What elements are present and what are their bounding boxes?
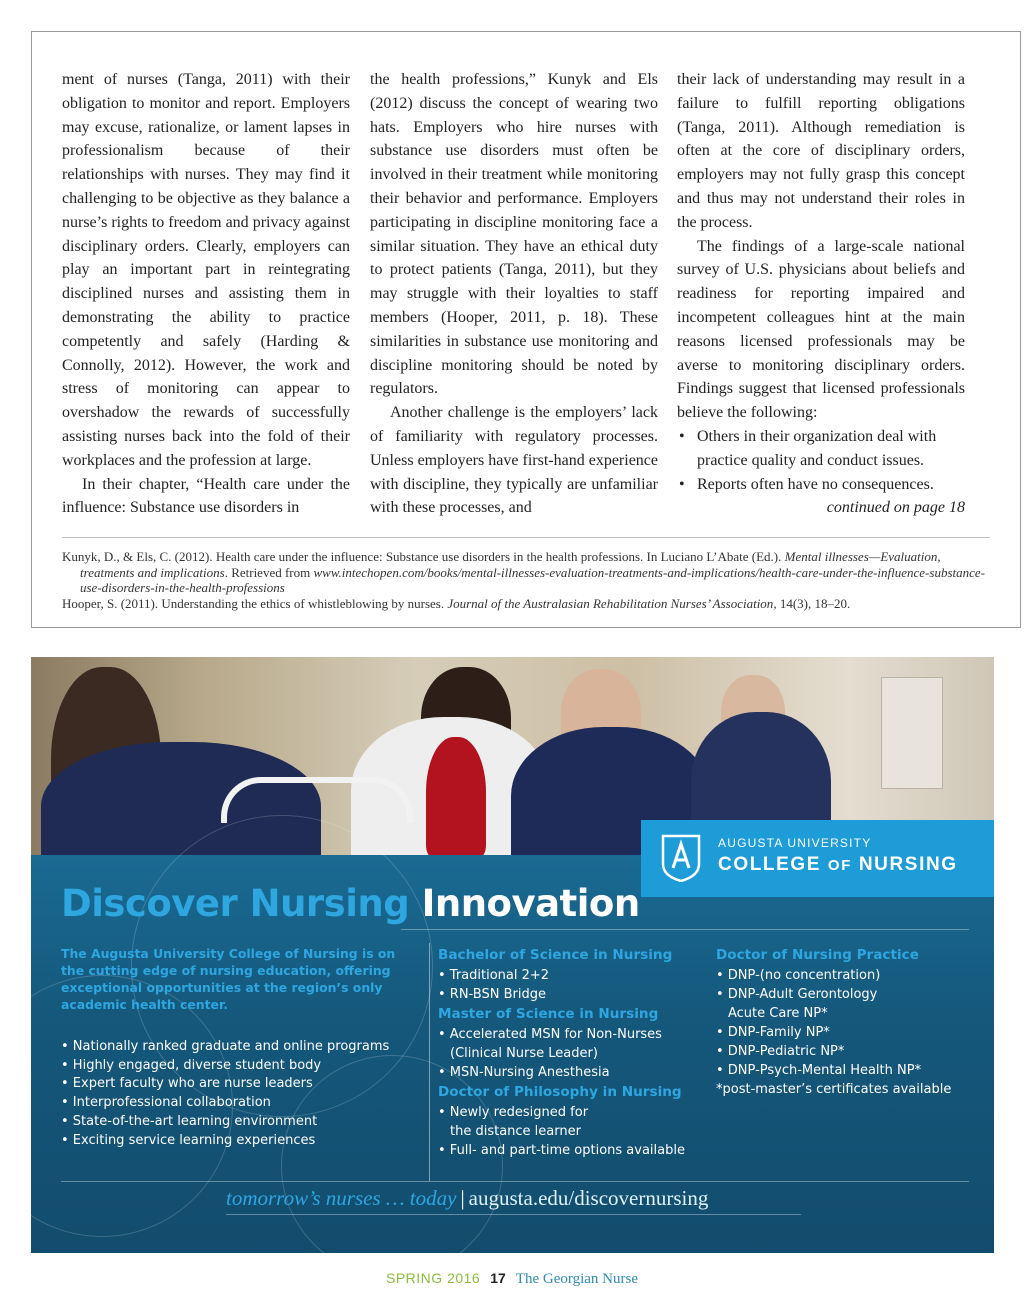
reference-url: www.intechopen.com/books/mental-illnesses-evaluation-treatments-and-implications/health-care-under-the-influence-substance-use-disorders-in-the-health-professions [80,564,985,595]
list-item: Acute Care NP* [728,1006,828,1021]
list-item: • MSN-Nursing Anesthesia [438,1065,610,1080]
article-column-1 [62,68,350,520]
ad-url-link[interactable]: augusta.edu/discovernursing [468,1186,709,1210]
list-item: • Full- and part-time options available [438,1143,685,1158]
headline-rule [401,929,969,930]
advertisement [31,657,994,1253]
ad-headline: Discover Nursing Innovation [61,882,640,925]
list-item: • DNP-Psych-Mental Health NP* [716,1063,922,1078]
separator: | [460,1186,465,1210]
program-heading-bsn: Bachelor of Science in Nursing [438,947,673,963]
publication-name: The Georgian Nurse [515,1271,638,1287]
list-item: • Accelerated MSN for Non-Nurses [438,1027,662,1042]
list-item: (Clinical Nurse Leader) [450,1046,598,1061]
shield-icon [661,834,701,882]
ad-intro-text: The Augusta University College of Nursing is on the cutting edge of nursing education, offering exceptional opportunities at the region’s only academic health center. [61,946,396,1012]
col3-paragraph-2: The findings of a large-scale national survey of U.S. physicians about beliefs and readiness for reporting impaired and incompetent colleagues hint at the main reasons licensed professionals may be averse to monitoring disciplinary orders. Findings suggest that licensed professionals believe the following: [677,237,965,422]
column-divider [429,943,430,1181]
ad-tagline: tomorrow’s nurses … today [226,1186,457,1210]
list-item: • Nationally ranked graduate and online programs [61,1039,390,1054]
col3-paragraph-1: their lack of understanding may result in a failure to fulfill reporting obligations (Tanga, 2011). Although remediation is often at the core of disciplinary orders, employers may not fully grasp this concept and thus may not understand their roles in the process. [677,71,965,231]
university-name: AUGUSTA UNIVERSITY [718,836,872,850]
col1-paragraph-1: ment of nurses (Tanga, 2011) with their obligation to monitor and report. Employers may excuse, rationalize, or lament lapses in professionalism because of their relationships with nurses. They may find it challenging to be objective as they balance a nurse’s rights to freedom and privacy against disciplinary orders. Clearly, employers can play an important part in reintegrating disciplined nurses and assisting them in demonstrating the ability to practice competently and safely (Harding & Connolly, 2012). However, the work and stress of monitoring can appear to overshadow the rewards of successfully assisting nurses back into the fold of their workplaces and the profession at large. [62,71,350,469]
bullet-item: • Others in their organization deal with practice quality and conduct issues. [677,425,965,473]
col2-paragraph-1: the health professions,” Kunyk and Els (2012) discuss the concept of wearing two hats. Employers who hire nurses with substance use disorders must often be involved in their treatment while monitoring their behavior and performance. Employers participating in discipline monitoring face a similar situation. They have an ethical duty to protect patients (Tanga, 2011), but they may struggle with their loyalties to staff members (Hooper, 2011, p. 18). These similarities in substance use monitoring and discipline monitoring should be noted by regulators. [370,71,658,398]
list-item: • Traditional 2+2 [438,968,550,983]
continued-link: continued on page 18 [826,499,965,517]
article-column-3 [677,68,965,520]
list-item: • DNP-Family NP* [716,1025,830,1040]
list-item: • DNP-Adult Gerontology [716,987,878,1002]
ad-feature-list [61,1038,441,1150]
program-heading-dnp: Doctor of Nursing Practice [716,947,919,963]
col2-paragraph-2: Another challenge is the employers’ lack of familiarity with regulatory processes. Unless employers have first-hand experience with discipline, they typically are unfamiliar with these processes, and [370,404,658,517]
bullet-item: • Reports often have no consequences. [677,473,965,497]
page-number: 17 [490,1270,506,1286]
list-item: the distance learner [450,1124,581,1139]
program-heading-msn: Master of Science in Nursing [438,1006,659,1022]
photo-bed-rail [221,777,413,823]
references-divider [62,537,990,538]
college-name: COLLEGE OF NURSING [718,854,958,875]
photo-cabinet [881,677,943,789]
program-heading-phd: Doctor of Philosophy in Nursing [438,1084,682,1100]
references [62,549,992,611]
photo-person [426,737,486,857]
list-item: • DNP-(no concentration) [716,968,881,983]
list-item: • Newly redesigned for [438,1105,589,1120]
page-footer [0,1270,1024,1288]
article-box [31,31,1021,628]
program-list-dnp [716,945,976,1099]
footer-underline [226,1214,801,1215]
article-column-2 [370,68,658,520]
list-item: • Highly engaged, diverse student body [61,1057,322,1073]
certificate-note: *post-master’s certificates available [716,1082,952,1097]
augusta-university-logo [641,820,994,897]
issue-label: SPRING 2016 [386,1270,481,1286]
footer-rule [61,1181,969,1182]
list-item: • Expert faculty who are nurse leaders [61,1076,313,1092]
list-item: • RN-BSN Bridge [438,987,546,1002]
list-item: • DNP-Pediatric NP* [716,1044,845,1059]
program-list-undergrad-masters [438,945,698,1160]
list-item: • State-of-the-art learning environment [61,1113,318,1129]
list-item: • Exciting service learning experiences [61,1132,316,1148]
reference-2: Hooper, S. (2011). Understanding the ethics of whistleblowing by nurses. Journal of the Australasian Rehabilitation Nurses’ Association, 14(3), 18–20. [62,595,851,611]
list-item: • Interprofessional collaboration [61,1095,271,1111]
ad-footer [226,1186,708,1211]
reference-1: Kunyk, D., & Els, C. (2012). Health care under the influence: Substance use disorders in the health professions. In Luciano L’Abate (Ed.). Mental illnesses—Evaluation, treatments and implications. Retrieved from www.intechopen.com/books/mental-illnesses-evaluation-treatments-and-implications/health-care-under-the-influence-substance-use-disorders-in-the-health-professions [62,549,985,595]
col1-paragraph-2: In their chapter, “Health care under the influence: Substance use disorders in [62,475,350,517]
